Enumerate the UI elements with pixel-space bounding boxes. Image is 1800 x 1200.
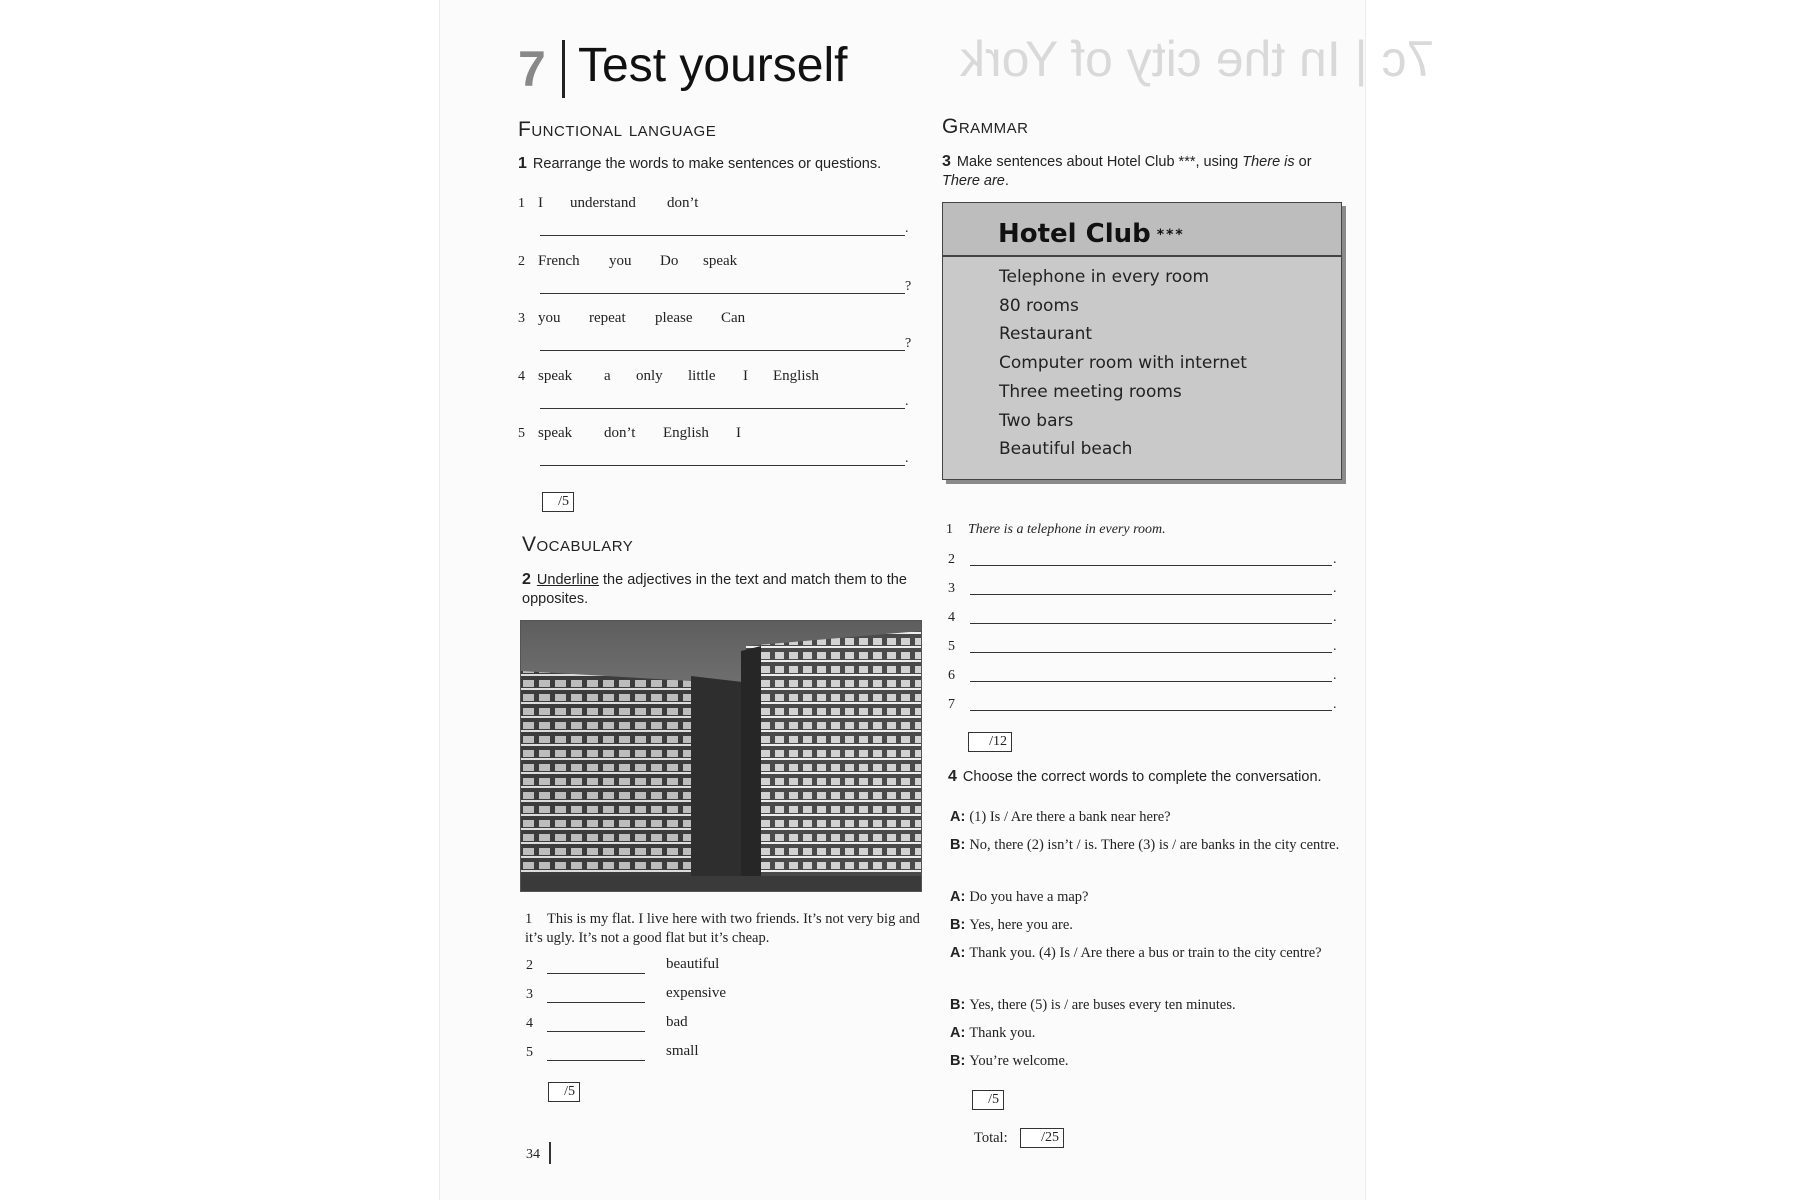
line-end-punct: .: [905, 221, 909, 236]
line-end-punct: .: [1333, 552, 1337, 567]
scrambled-word: you: [609, 252, 632, 269]
answer-line[interactable]: [970, 681, 1332, 682]
scrambled-word: don’t: [667, 195, 699, 211]
opposite-word: beautiful: [666, 956, 720, 972]
hotel-feature: Restaurant: [999, 324, 1093, 345]
conversation-line: [950, 1050, 1362, 1072]
exercise-2-score: /5: [548, 1082, 580, 1102]
conversation-line: [950, 942, 1362, 964]
item-number: 4: [518, 368, 525, 384]
conversation-line: [950, 886, 1362, 908]
scrambled-word: speak: [538, 425, 573, 441]
conversation-line: [950, 806, 1362, 828]
scrambled-word: only: [636, 367, 663, 384]
tower-block-photo: [520, 620, 922, 892]
scrambled-word: I: [538, 195, 543, 211]
conversation-text: Thank you. (4) Is / Are there a bus or train to the city centre?: [969, 945, 1322, 961]
hotel-feature: Three meeting rooms: [999, 381, 1182, 402]
item-number: 5: [948, 639, 955, 654]
item-number: 7: [948, 697, 955, 712]
answer-line[interactable]: [547, 1002, 645, 1003]
item-number: 2: [518, 253, 525, 269]
scrambled-word: little: [688, 367, 716, 384]
line-end-punct: ?: [905, 278, 912, 294]
line-end-punct: .: [1333, 697, 1337, 712]
answer-line[interactable]: [540, 235, 905, 236]
answer-line[interactable]: [970, 623, 1332, 624]
speaker-label: A:: [950, 809, 966, 825]
answer-line[interactable]: [540, 350, 905, 351]
conversation-text: You’re welcome.: [969, 1053, 1069, 1069]
line-end-punct: .: [1333, 581, 1337, 596]
scrambled-word: understand: [570, 195, 636, 211]
item-number: 3: [526, 987, 533, 1002]
scrambled-word: French: [538, 252, 580, 269]
exercise-2-instruction: 2 Underline the adjectives in the text and match them to the opposites.: [522, 571, 907, 607]
scrambled-word: speak: [538, 367, 573, 384]
scrambled-word: Can: [721, 310, 746, 326]
opposite-word: small: [666, 1043, 699, 1059]
hotel-feature: Two bars: [999, 410, 1074, 431]
page-title: Test yourself: [578, 39, 848, 92]
total-score: /25: [1020, 1128, 1064, 1148]
exercise-4-score: /5: [972, 1090, 1004, 1110]
conversation-text: Thank you.: [969, 1025, 1036, 1041]
speaker-label: A:: [950, 889, 966, 905]
conversation-text: Yes, there (5) is / are buses every ten minutes.: [969, 997, 1236, 1013]
line-end-punct: .: [1333, 668, 1337, 683]
opposite-word: expensive: [666, 985, 726, 1001]
item-number: 5: [526, 1045, 533, 1060]
answer-line[interactable]: [540, 408, 905, 409]
item-number: 3: [948, 581, 955, 596]
answer-line[interactable]: [970, 594, 1332, 595]
conversation-line: [950, 1022, 1362, 1044]
item-number: 4: [948, 610, 955, 625]
speaker-label: B:: [950, 917, 966, 933]
unit-number: 7: [518, 41, 546, 97]
hotel-club-header: [943, 203, 1341, 257]
line-end-punct: .: [1333, 639, 1337, 654]
answer-line[interactable]: [547, 973, 645, 974]
conversation-text: Do you have a map?: [969, 889, 1089, 905]
exercise-4-instruction: 4 Choose the correct words to complete the conversation.: [948, 768, 1322, 785]
exercise-1-instruction: 1 Rearrange the words to make sentences or questions.: [518, 155, 882, 172]
functional-language-heading: Functional language: [518, 118, 717, 141]
hotel-feature: Beautiful beach: [999, 439, 1133, 460]
exercise-3-score: /12: [968, 732, 1012, 752]
line-end-punct: .: [1333, 610, 1337, 625]
hotel-club-title: Hotel Club ***: [998, 219, 1185, 249]
answer-line[interactable]: [970, 710, 1332, 711]
speaker-label: B:: [950, 1053, 966, 1069]
hotel-club-box: [942, 202, 1342, 480]
item-number: 2: [948, 552, 955, 567]
line-end-punct: .: [905, 451, 909, 466]
answer-line[interactable]: [547, 1031, 645, 1032]
hotel-star-rating: ***: [1156, 226, 1185, 243]
speaker-label: A:: [950, 945, 966, 961]
item-number: 6: [948, 668, 955, 683]
speaker-label: B:: [950, 997, 966, 1013]
answer-line[interactable]: [540, 465, 905, 466]
item-number: 5: [518, 426, 525, 441]
conversation-line: [950, 914, 1362, 936]
hotel-feature: Telephone in every room: [999, 267, 1210, 287]
grammar-heading: Grammar: [942, 115, 1029, 138]
line-end-punct: ?: [905, 336, 912, 351]
answer-line[interactable]: [970, 652, 1332, 653]
opposite-word: bad: [666, 1014, 688, 1030]
scrambled-word: I: [743, 367, 748, 384]
scrambled-word: you: [538, 310, 561, 326]
page-number-divider: [549, 1142, 551, 1164]
item-number: 3: [518, 311, 525, 326]
answer-line[interactable]: [547, 1060, 645, 1061]
conversation-text: Yes, here you are.: [969, 917, 1073, 933]
item-number: 1: [518, 196, 525, 211]
page-number: 34: [526, 1147, 540, 1162]
total-label: Total:: [974, 1130, 1008, 1146]
scrambled-word: a: [604, 367, 611, 384]
hotel-feature: Computer room with internet: [999, 353, 1247, 374]
scrambled-word: speak: [703, 252, 738, 269]
vocabulary-text: 1 This is my flat. I live here with two friends. It’s not very big and it’s ugly. It’s not a good flat but it’s cheap.: [525, 911, 920, 946]
exercise-3-example: 1 There is a telephone in every room.: [946, 522, 1166, 537]
item-number: 2: [526, 958, 533, 973]
vocabulary-heading: Vocabulary: [522, 533, 634, 556]
scrambled-word: don’t: [604, 425, 636, 441]
scrambled-word: English: [773, 367, 819, 384]
scrambled-word: please: [655, 310, 693, 326]
ghost-title: 7c | In the city of York: [960, 31, 1435, 87]
hotel-feature: 80 rooms: [999, 295, 1079, 316]
speaker-label: B:: [950, 837, 966, 853]
title-divider: [562, 40, 565, 98]
line-end-punct: .: [905, 393, 909, 409]
answer-line[interactable]: [970, 565, 1332, 566]
conversation-line: [950, 834, 1362, 856]
speaker-label: A:: [950, 1025, 966, 1041]
scrambled-word: I: [736, 425, 741, 441]
conversation-text: No, there (2) isn’t / is. There (3) is / are banks in the city centre.: [969, 837, 1340, 853]
conversation-line: [950, 994, 1362, 1016]
item-number: 4: [526, 1016, 533, 1031]
conversation-text: (1) Is / Are there a bank near here?: [969, 809, 1171, 825]
exercise-1-score: /5: [542, 492, 574, 512]
exercise-3-instruction: 3 Make sentences about Hotel Club ***, using There is or There are.: [942, 153, 1312, 189]
scrambled-word: repeat: [589, 310, 626, 326]
scrambled-word: Do: [660, 252, 679, 269]
scrambled-word: English: [663, 425, 709, 441]
answer-line[interactable]: [540, 293, 905, 294]
